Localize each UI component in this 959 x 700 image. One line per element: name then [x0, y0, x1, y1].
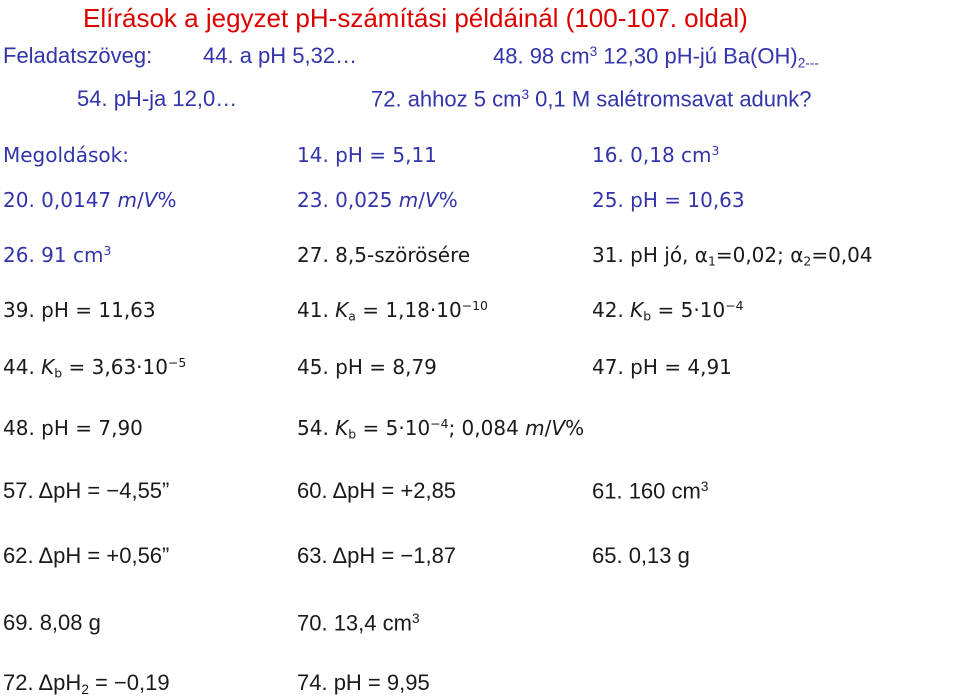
solution-27: 27. 8,5-szörösére — [297, 243, 471, 267]
solution-25: 25. pH = 10,63 — [592, 188, 745, 212]
solution-70: 70. 13,4 $cm^3$ — [297, 610, 420, 636]
task-48: 48. 98 $cm^3$ 12,30 pH-jú $Ba(OH)_{2---}$ — [493, 43, 819, 71]
task-label: Feladatszöveg: — [3, 43, 153, 68]
solution-72: 72. ΔpH$_2$ = −0,19 — [3, 670, 170, 698]
solution-57: 57. ΔpH = −4,55” — [3, 478, 170, 503]
solution-48: 48. pH = 7,90 — [3, 416, 143, 440]
task-72: 72. ahhoz 5 $cm^3$ 0,1 M salétromsavat adunk? — [371, 86, 812, 112]
solution-60: 60. ΔpH = +2,85 — [297, 478, 457, 503]
solutions-label: Megoldások: — [3, 143, 129, 167]
solution-44: 44. $K_b = 3,63\cdot 10^{-5}$ — [3, 355, 187, 381]
page-title: Elírások a jegyzet pH-számítási példáinál (100-107. oldal) — [83, 3, 748, 33]
solution-26: 26. 91 $cm^3$ — [3, 243, 112, 267]
solution-61: 61. 160 $cm^3$ — [592, 478, 709, 504]
solution-16: 16. 0,18 $cm^3$ — [592, 143, 720, 167]
solution-41: 41. $K_a = 1,18\cdot 10^{-10}$ — [297, 298, 488, 324]
solution-20: 20. 0,0147 m/V% — [3, 188, 177, 212]
task-54: 54. pH-ja 12,0… — [77, 86, 238, 111]
solution-45: 45. pH = 8,79 — [297, 355, 437, 379]
solution-31: 31. pH jó, $\alpha_1=0,02$; $\alpha_2=0,04$ — [592, 243, 873, 269]
solution-62: 62. ΔpH = +0,56” — [3, 543, 170, 568]
task-44: 44. a pH 5,32… — [203, 43, 358, 68]
solution-47: 47. pH = 4,91 — [592, 355, 732, 379]
solution-65: 65. 0,13 g — [592, 543, 690, 568]
solution-54: 54. $K_b = 5\cdot 10^{-4}$; 0,084 m/V% — [297, 416, 585, 442]
solution-23: 23. 0,025 m/V% — [297, 188, 458, 212]
solution-42: 42. $K_b = 5\cdot 10^{-4}$ — [592, 298, 744, 324]
solution-69: 69. 8,08 g — [3, 610, 101, 635]
solution-39: 39. pH = 11,63 — [3, 298, 156, 322]
solution-74: 74. pH = 9,95 — [297, 670, 430, 695]
solution-63: 63. ΔpH = −1,87 — [297, 543, 457, 568]
solution-14: 14. pH = 5,11 — [297, 143, 437, 167]
